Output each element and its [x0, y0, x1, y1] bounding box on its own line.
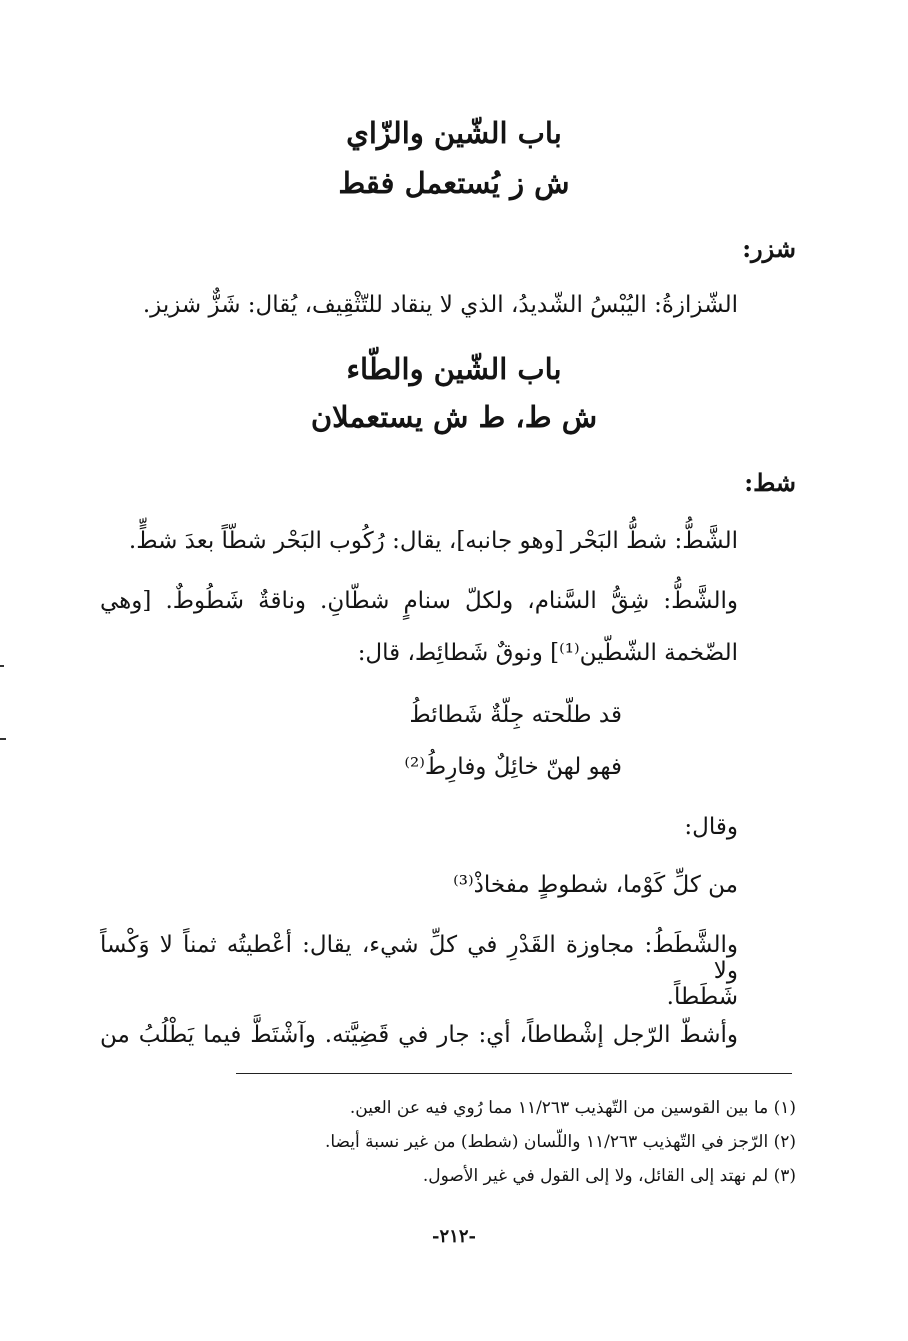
margin-mark — [0, 738, 6, 740]
footnote-2: (٢) الرّجز في التّهذيب ١١/٢٦٣ واللّسان (شطط) من غير نسبة أيضا. — [324, 1132, 796, 1152]
entry-sht-line-2: والشَّطُّ: شِقُّ السَّنام، ولكلّ سنامٍ شطّانِ. وناقةٌ شَطُوطٌ. [وهي — [100, 588, 738, 614]
entry-sht-line-6: وأشطّ الرّجل إشْطاطاً، أي: جار في قَضِيَّته. وآشْتَطَّ فيما يَطْلُبُ من — [100, 1022, 738, 1048]
section-subtitle-shin-zay: ش ز يُستعمل فقط — [338, 166, 570, 200]
footnote-1: (١) ما بين القوسين من التّهذيب ١١/٢٦٣ مما رُوي فيه عن العين. — [349, 1098, 796, 1118]
entry-sht-line-5: شَطَطاً. — [666, 984, 738, 1010]
footnote-separator — [236, 1073, 792, 1074]
entry-root-sht: شط: — [744, 468, 796, 497]
section-title-shin-zay: باب الشّين والزّاي — [346, 116, 562, 150]
section-subtitle-shin-ta: ش ط، ط ش يستعملان — [310, 400, 598, 434]
entry-sht-line-1: الشَّطُّ: شطُّ البَحْر [وهو جانبه]، يقال: رُكُوب البَحْر شطّاً بعدَ شطٍّ. — [128, 528, 738, 554]
entry-sht-line-3: الضّخمة الشّطّين⁽¹⁾] ونوقٌ شَطائِط، قال: — [357, 640, 738, 666]
verse-line-2: فهو لهنّ خائِلٌ وفارِطُ⁽²⁾ — [404, 754, 622, 780]
margin-mark — [0, 665, 4, 667]
footnote-3: (٣) لم نهتد إلى القائل، ولا إلى القول في غير الأصول. — [422, 1166, 796, 1186]
page-number: -٢١٢- — [432, 1226, 476, 1247]
section-title-shin-ta: باب الشّين والطّاء — [346, 352, 562, 386]
verse-line-1: قد طلّحته جِلّةٌ شَطائطُ — [409, 702, 622, 728]
entry-root-shz: شزر: — [742, 234, 796, 263]
entry-sht-qaal: وقال: — [684, 814, 738, 840]
entry-shz-definition: الشّزازةُ: اليُبْسُ الشّديدُ، الذي لا ينقاد للتّثْقِيف، يُقال: شَزٌّ شزيز. — [142, 292, 738, 318]
entry-sht-line-4: والشَّطَطُ: مجاوزة القَدْرِ في كلِّ شيء، يقال: أعْطيتُه ثمناً لا وَكْساً ولا — [100, 932, 738, 984]
verse-line-3: من كلِّ كَوْما، شطوطٍ مفخاذْ⁽³⁾ — [453, 872, 738, 898]
